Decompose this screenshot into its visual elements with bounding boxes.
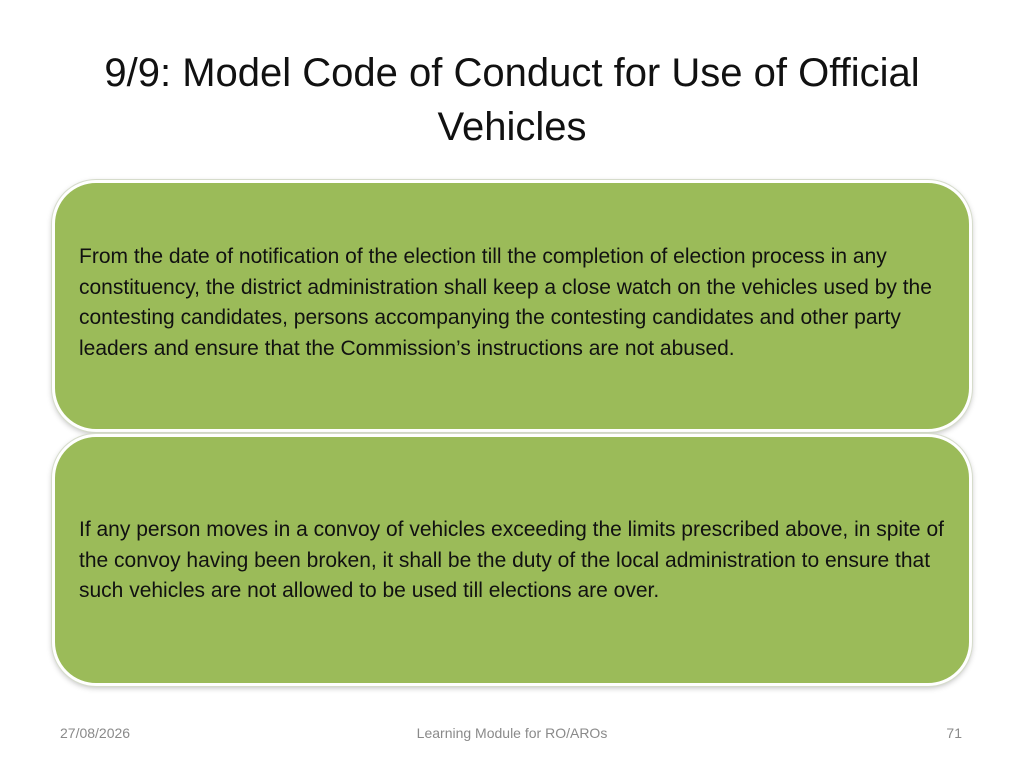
content-box-convoy <box>52 434 972 686</box>
footer-title: Learning Module for RO/AROs <box>416 725 608 741</box>
content-box-text: If any person moves in a convoy of vehicles exceeding the limits prescribed above, in spite of the convoy having been broken, it shall be the duty of the local administration to ensure that such vehicles are not allowed to be used till elections are over. <box>79 518 944 603</box>
page-number: 71 <box>946 725 962 741</box>
content-box-notification <box>52 180 972 432</box>
footer-date: 27/08/2026 <box>60 725 131 741</box>
content-box-text: From the date of notification of the election till the completion of election process in any constituency, the district administration shall keep a close watch on the vehicles used by the contesting candidates, persons accompanying the contesting candidates and other party leaders and ensure that the Commission’s instructions are not abused. <box>79 245 932 360</box>
slide-title: 9/9: Model Code of Conduct for Use of Official Vehicles <box>104 51 920 149</box>
